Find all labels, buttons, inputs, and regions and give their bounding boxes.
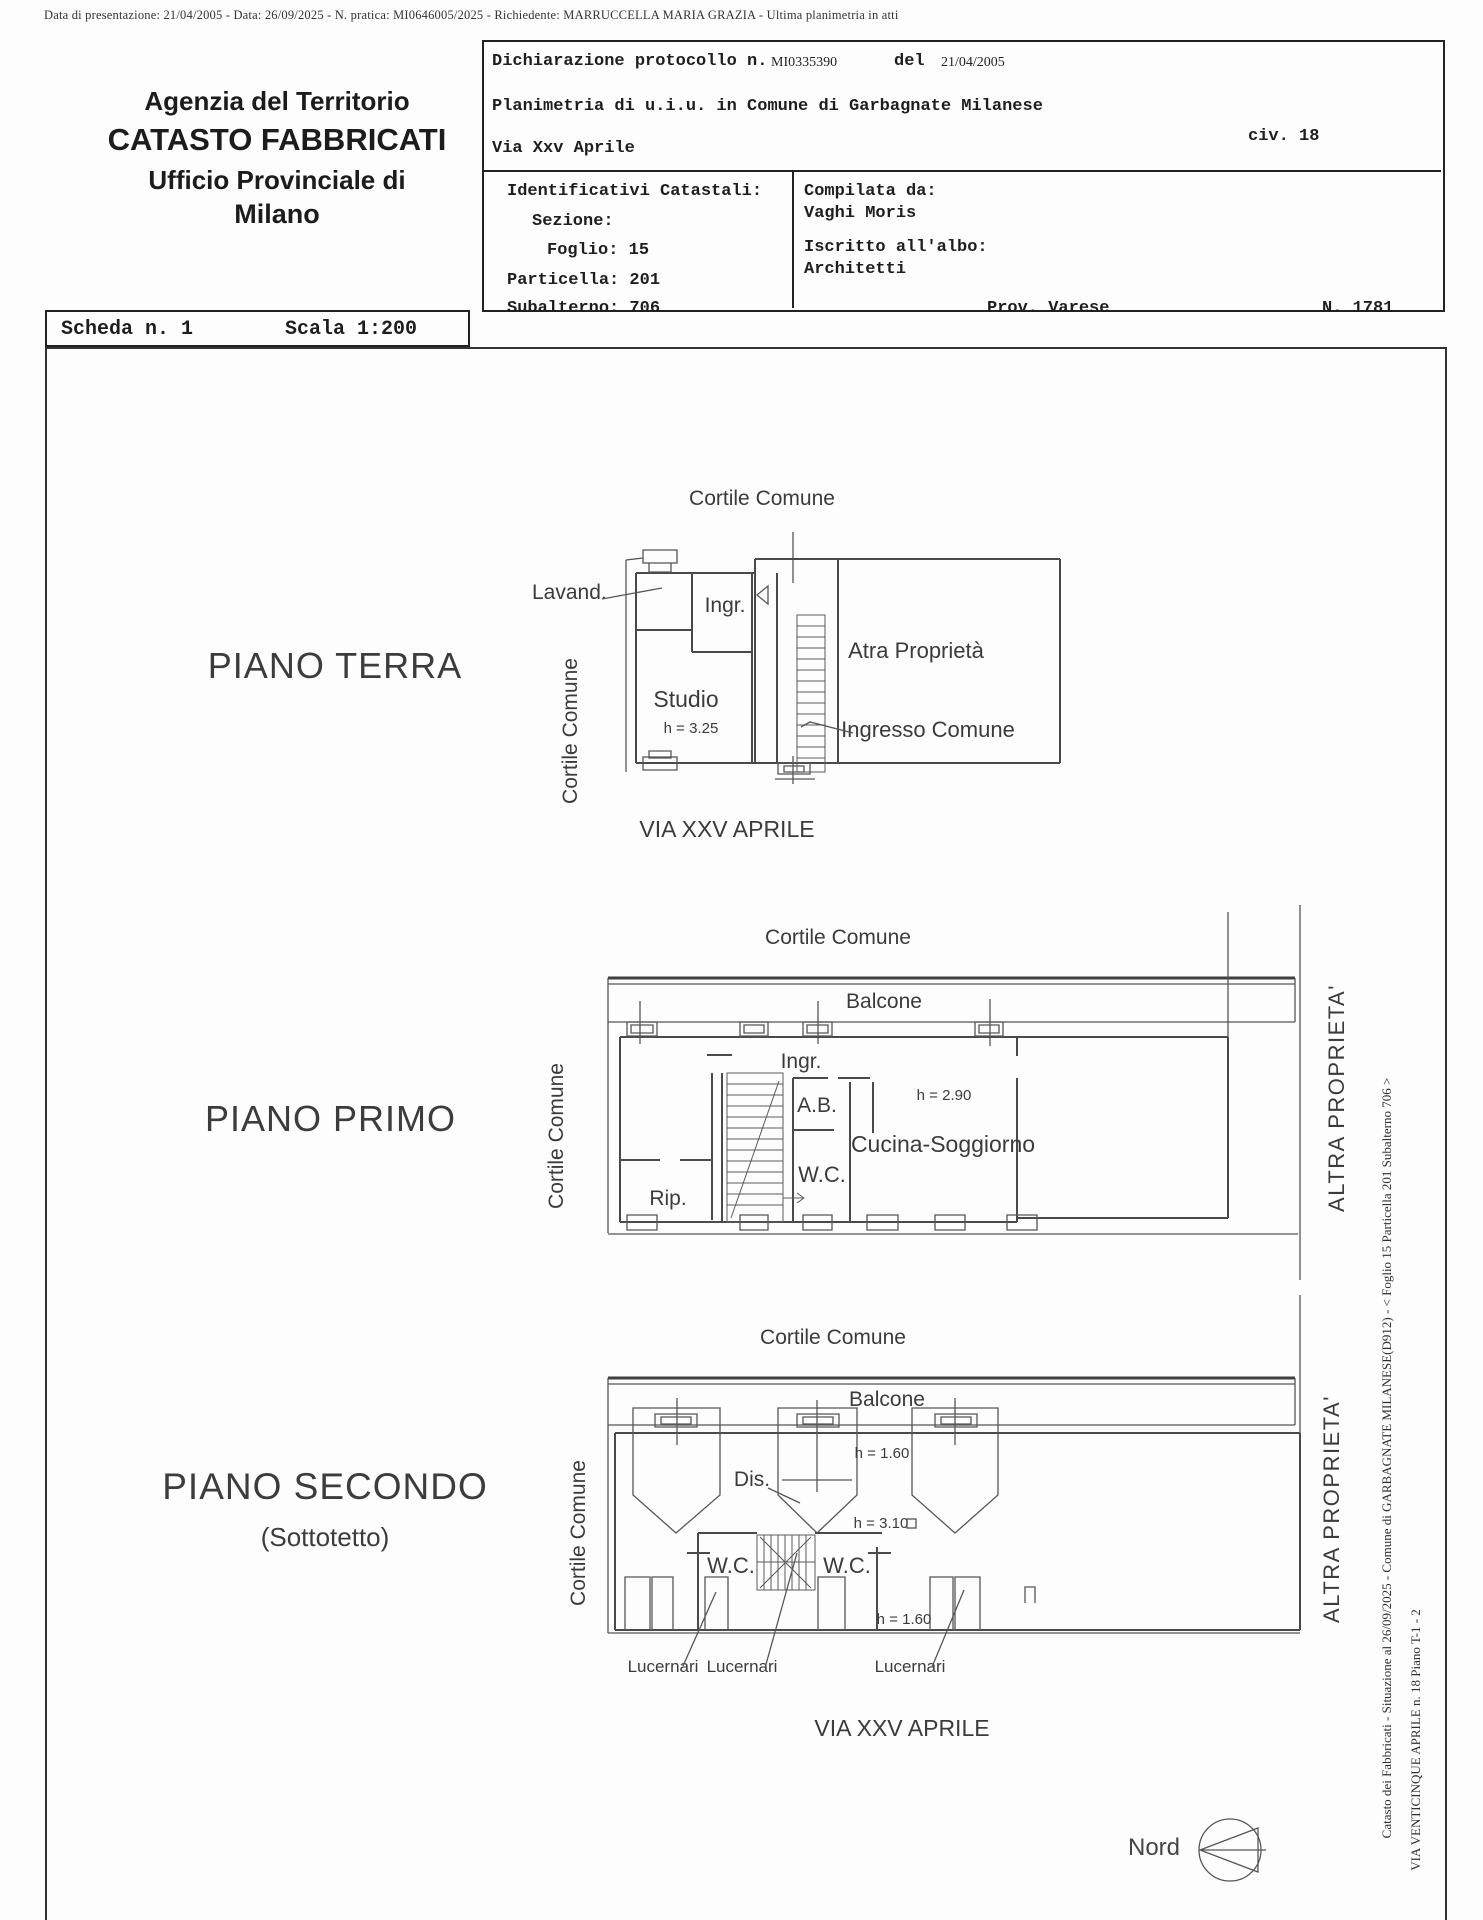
protocol-label: Dichiarazione protocollo n.	[492, 52, 768, 71]
compass-label: Nord	[1128, 1834, 1181, 1861]
scheda-box	[45, 310, 470, 347]
dormer-ticks	[677, 1398, 955, 1492]
compiler-number: N. 1781	[1322, 299, 1394, 318]
terra-lavand-label: Lavand.	[532, 581, 607, 604]
street-line: Via Xxv Aprile	[492, 139, 635, 158]
floor-plan-secondo	[520, 1280, 1360, 1740]
agency-city: Milano	[234, 199, 320, 229]
window-symbols-primo-top	[627, 1022, 1003, 1036]
balcony-lines	[608, 978, 1295, 1022]
floor-plan-primo	[520, 900, 1360, 1290]
secondo-lucernari-3: Lucernari	[874, 1657, 946, 1676]
courtyard-boundary	[626, 558, 643, 772]
secondo-lucernari-1: Lucernari	[627, 1657, 699, 1676]
terra-ingr-label: Ingr.	[704, 594, 746, 617]
closet-partitions	[625, 1577, 1035, 1630]
secondo-h160-bottom: h = 1.60	[876, 1611, 932, 1628]
floor-title-primo: PIANO PRIMO	[205, 1098, 457, 1139]
boundary-lines-secondo	[608, 1295, 1300, 1633]
compiler-province: Prov. Varese	[987, 299, 1110, 318]
compiler-register: Architetti	[804, 260, 907, 279]
agency-header	[77, 86, 477, 230]
secondo-h310: h = 3.10	[853, 1515, 909, 1532]
identifiers-title: Identificativi Catastali:	[507, 182, 763, 201]
header-divider	[484, 170, 1441, 172]
margin-address-line: VIA VENTICINQUE APRILE n. 18 Piano T-1 - 2	[1408, 1609, 1423, 1871]
identifier-sezione: Sezione:	[532, 212, 614, 231]
staircase-secondo	[757, 1535, 815, 1590]
staircase-terra	[797, 615, 825, 772]
header-vertical-divider	[792, 170, 794, 308]
secondo-altra-label: ALTRA PROPRIETA'	[1319, 1395, 1344, 1623]
terra-atra-label: Atra Proprietà	[848, 638, 984, 663]
scheda-number: Scheda n. 1	[61, 318, 194, 341]
secondo-via-label: VIA XXV APRILE	[814, 1715, 990, 1740]
bottom-ticks-terra	[775, 756, 815, 784]
identifier-particella: Particella: 201	[507, 271, 661, 290]
secondo-wc-right-label: W.C.	[823, 1553, 871, 1578]
compiler-register-label: Iscritto all'albo:	[804, 238, 988, 257]
window-symbols-terra	[643, 550, 810, 774]
compass-needle	[1200, 1828, 1266, 1872]
agency-name: Agenzia del Territorio	[144, 86, 410, 116]
lavand-leader-line	[602, 588, 662, 599]
identifier-subalterno: Subalterno: 706	[507, 299, 661, 318]
primo-cucina-label: Cucina-Soggiorno	[850, 1131, 1036, 1157]
scheda-scale: Scala 1:200	[285, 318, 418, 341]
primo-cortile-top-label: Cortile Comune	[765, 926, 911, 949]
floor-title-secondo: PIANO SECONDO	[162, 1466, 488, 1507]
terra-cortile-top-label: Cortile Comune	[689, 487, 835, 510]
terra-ingresso-label: Ingresso Comune	[841, 717, 1015, 742]
terra-via-label: VIA XXV APRILE	[639, 816, 815, 842]
secondo-cortile-left-label: Cortile Comune	[567, 1460, 590, 1606]
terra-studio-height: h = 3.25	[663, 720, 719, 737]
small-square-symbol	[907, 1519, 916, 1528]
secondo-dis-label: Dis.	[733, 1468, 771, 1491]
floor-plan-terra	[520, 480, 1100, 850]
primo-wc-label: W.C.	[798, 1162, 846, 1187]
agency-office-type: CATASTO FABBRICATI	[107, 122, 447, 157]
secondo-h160-top: h = 1.60	[854, 1445, 910, 1462]
agency-office-line: Ufficio Provinciale di	[148, 165, 406, 195]
floor-subtitle-secondo: (Sottotetto)	[260, 1522, 390, 1552]
floor-title-terra: PIANO TERRA	[207, 645, 463, 686]
secondo-balcone-label: Balcone	[849, 1388, 925, 1411]
primo-cortile-left-label: Cortile Comune	[545, 1063, 568, 1209]
civic-number: civ. 18	[1248, 127, 1320, 146]
identifier-foglio: Foglio: 15	[547, 241, 650, 260]
balcony-lines-2	[608, 1378, 1295, 1425]
protocol-number: MI0335390	[771, 55, 838, 70]
secondo-lucernari-2: Lucernari	[706, 1657, 778, 1676]
document-metadata-line: Data di presentazione: 21/04/2005 - Data: 26/09/2025 - N. pratica: MI0646005/2025 - Richiedente: MARRUCCELLA MARIA GRAZIA - Ultima planimetria in atti	[44, 8, 899, 22]
north-compass-icon	[1192, 1812, 1270, 1890]
compiler-label: Compilata da:	[804, 182, 937, 201]
protocol-date: 21/04/2005	[941, 55, 1005, 70]
compiler-name: Vaghi Moris	[804, 204, 917, 223]
secondo-cortile-top-label: Cortile Comune	[760, 1326, 906, 1349]
margin-catasto-line: Catasto dei Fabbricati - Situazione al 26/09/2025 - Comune di GARBAGNATE MILANESE(D912) - < Foglio 15 Particella 201 Subalterno 706 >	[1379, 1077, 1394, 1839]
door-arrow-icon	[757, 586, 768, 604]
primo-ingr-label: Ingr.	[780, 1050, 822, 1073]
primo-altra-label: ALTRA PROPRIETA'	[1324, 984, 1349, 1212]
declaration-box	[482, 40, 1445, 318]
planimetria-line: Planimetria di u.i.u. in Comune di Garbagnate Milanese	[492, 97, 1043, 116]
del-label: del	[894, 52, 925, 71]
primo-height-label: h = 2.90	[916, 1087, 972, 1104]
primo-ab-label: A.B.	[797, 1094, 837, 1117]
primo-balcone-label: Balcone	[846, 990, 922, 1013]
primo-rip-label: Rip.	[649, 1187, 687, 1210]
terra-studio-label: Studio	[653, 686, 719, 712]
secondo-wc-left-label: W.C.	[707, 1553, 755, 1578]
terra-cortile-left-label: Cortile Comune	[559, 658, 582, 804]
